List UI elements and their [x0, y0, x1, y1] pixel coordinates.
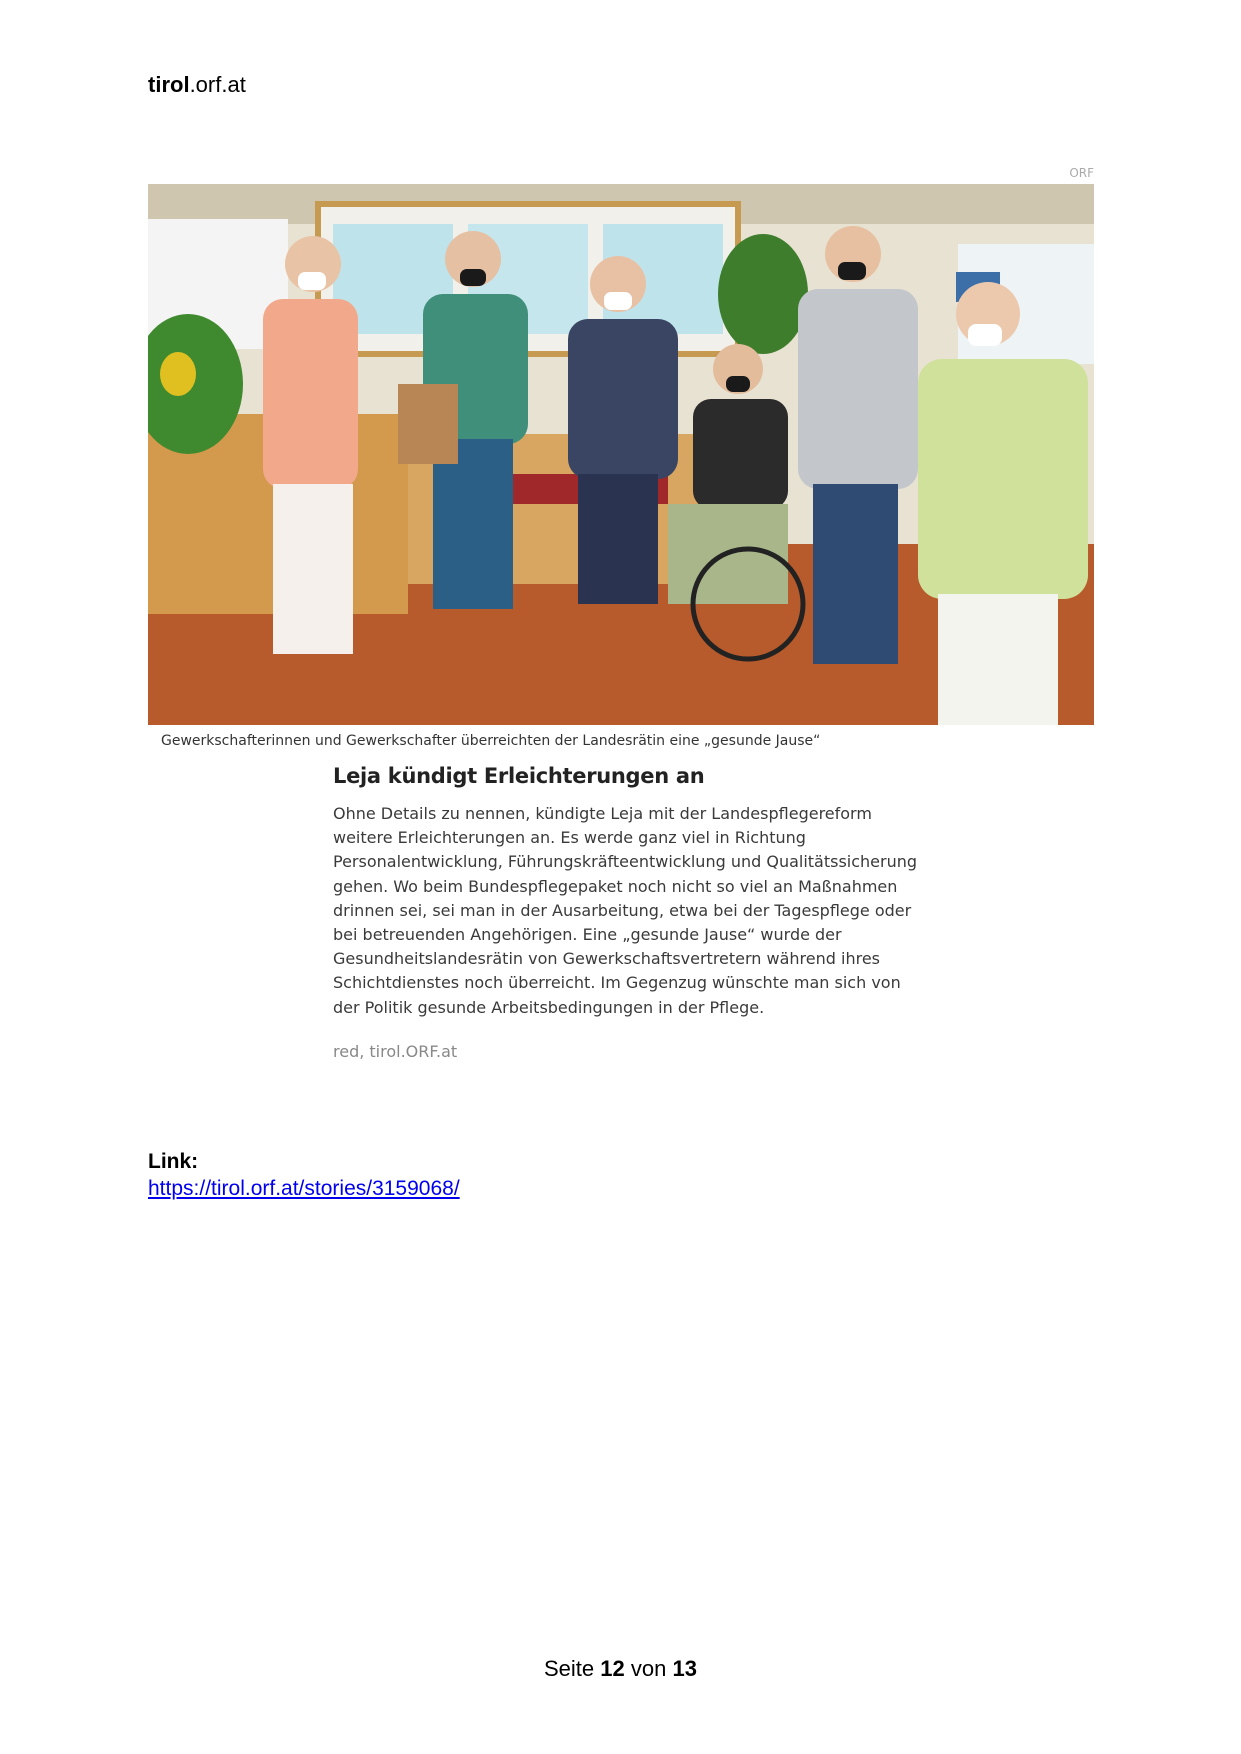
article-headline: Leja kündigt Erleichterungen an [333, 764, 705, 788]
article-paragraph: Ohne Details zu nennen, kündigte Leja mit der Landespflegereform weitere Erleichterungen an. Es werde ganz viel in Richtung Personalentwicklung, Führungskräfteentwicklung und Qualitätssicherung gehen. Wo beim Bundespflegepaket noch nicht so viel an Maßnahmen drinnen sei, sei man in der Ausarbeitung, etwa bei der Tagespflege oder bei betreuenden Angehörigen. Eine „gesunde Jause“ wurde der Gesundheitslandesrätin von Gewerkschaftsvertretern während ihres Schichtdienstes noch überreicht. Im Gegenzug wünschte man sich von der Politik gesunde Arbeitsbedingungen in der Pflege. [333, 804, 918, 1017]
site-name-bold: tirol [148, 72, 190, 97]
page-footer [0, 1656, 1241, 1682]
news-clipping [148, 160, 1094, 1110]
article-photo [148, 184, 1094, 725]
site-header [148, 72, 246, 98]
photo-caption: Gewerkschafterinnen und Gewerkschafter überreichten der Landesrätin eine „gesunde Jause“ [161, 733, 821, 749]
photo-credit: ORF [1069, 166, 1094, 180]
article-source: red, tirol.ORF.at [333, 1041, 458, 1061]
link-label: Link: [148, 1150, 199, 1173]
footer-prefix: Seite [544, 1656, 595, 1681]
article-body [333, 764, 923, 1061]
group-photo-illustration [148, 184, 1094, 725]
footer-middle: von [630, 1656, 667, 1681]
article-link[interactable]: https://tirol.orf.at/stories/3159068/ [148, 1177, 460, 1200]
footer-total-pages: 13 [672, 1656, 697, 1681]
site-name-domain: .orf.at [189, 72, 246, 97]
footer-current-page: 12 [600, 1656, 625, 1681]
